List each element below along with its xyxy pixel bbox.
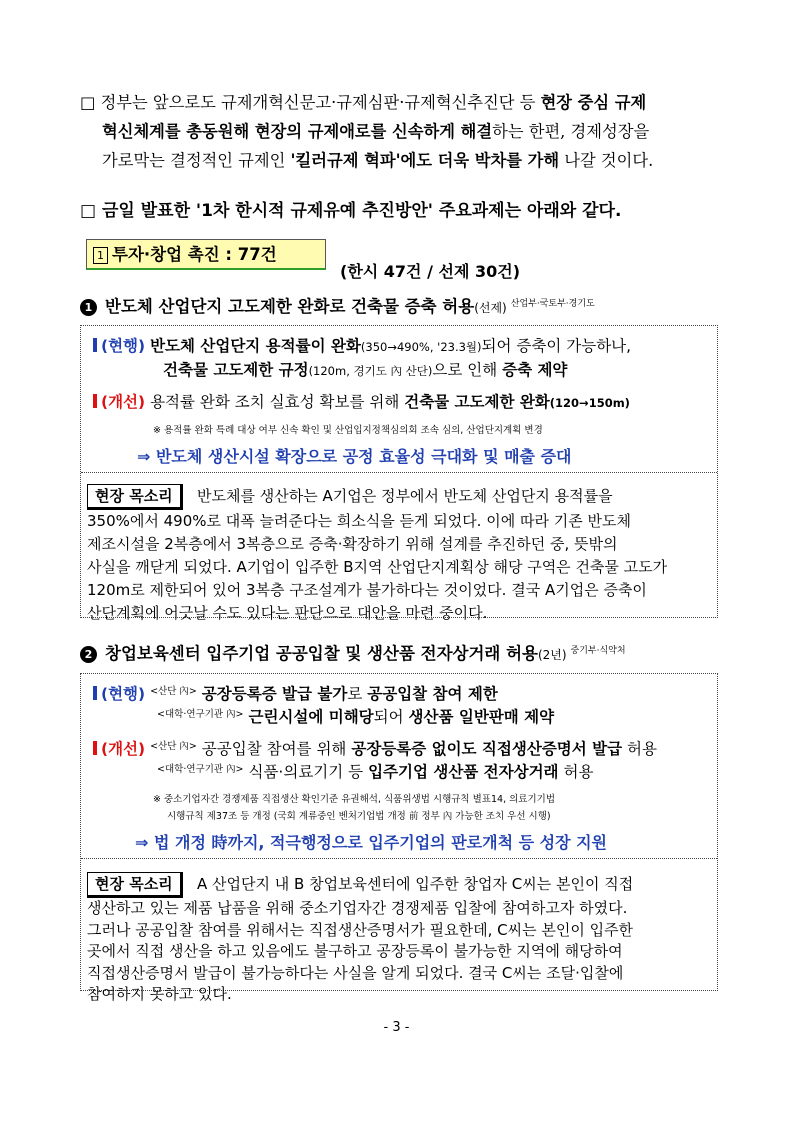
divider — [81, 858, 717, 859]
checkbox-symbol: □ — [80, 93, 96, 112]
item-agencies: 산업부·국토부·경기도 — [510, 299, 595, 309]
field-voice: 현장 목소리 A 산업단지 내 B 창업보육센터에 입주한 창업자 C씨는 본인이 직접 생산하고 있는 제품 납품을 위해 중소기업자간 경쟁제품 입찰에 참여하고자 하였다. 그러나 공공입찰 참여를 위해서는 직접생산증명서가 필요한데, C씨는 본인이 입주한 곳에서 직접 생산을 하고 있음에도 불구하고 공장등록이 불가능한 지역에 해당하여 직접생산증명서 발급이 불가능하다는 사실을 알게 되었다. 결국 C씨는 조달·입찰에 참여하지 못하고 있다. — [87, 872, 713, 1006]
item2-note-2: 시행규칙 제37조 등 개정 (국회 계류중인 벤처기업법 개정 前 정부 內 가능한 조치 우선 시행) — [167, 811, 551, 822]
field-voice: 현장 목소리 반도체를 생산하는 A기업은 정부에서 반도체 산업단지 용적률을 350%에서 490%로 대폭 늘려준다는 희소식을 듣게 되었다. 이에 따라 기존 반도체 제조시설을 2복층에서 3복층으로 증축·확장하기 위해 설계를 추진하던 중, 뜻밖의 사실을 깨닫게 되었다. A기업이 입주한 B지역 산업단지계획상 해당 구역은 건축물 고도가 120m로 제한되어 있어 3복층 구조설계가 불가하다는 것이었다. 결국 A기업은 증축이 산단계획에 어긋날 수도 있다는 판단으로 대안을 마련 중이다. — [87, 484, 713, 625]
summary-line: □ 금일 발표한 '1차 한시적 규제유예 추진방안' 주요과제는 아래와 같다. — [80, 201, 622, 221]
improve-row: (개선) 용적률 완화 조치 실효성 확보를 위해 건축물 고도제한 완화(120→150m) — [93, 390, 630, 412]
item1-note: ※ 용적률 완화 특례 대상 여부 신속 확인 및 산업입지정책심의회 조속 심의, 산업단지계획 변경 — [153, 425, 543, 436]
intro-paragraph — [80, 88, 730, 175]
item1-box — [80, 325, 718, 622]
item-bullet: 1 — [80, 299, 97, 316]
section-number: 1 — [93, 247, 108, 264]
intro-line-2: 혁신체계를 총동원해 현장의 규제애로를 신속하게 해결하는 한편, 경제성장을 — [102, 122, 650, 141]
current-row-2: $^{<대학\cdot 연구기관 內>}$ 근린시설에 미해당되어 생산품 일반판매 제약 — [157, 708, 555, 726]
field-voice-label: 현장 목소리 — [87, 872, 183, 898]
section-count: (한시 47건 / 선제 30건) — [340, 262, 521, 281]
item2-note-1: ※ 중소기업자간 경쟁제품 직접생산 확인기준 유권해석, 식품위생법 시행규칙 별표14, 의료기기법 — [153, 794, 555, 805]
item2-result: ⇒ 법 개정 時까지, 적극행정으로 입주기업의 판로개척 등 성장 지원 — [135, 833, 608, 852]
item1-title: 1 반도체 산업단지 고도제한 완화로 건축물 증축 허용(선제) $^{산업부\cdot 국토부\cdot 경기도}$ — [80, 293, 595, 317]
improve-row-2: $^{<대학\cdot 연구기관 內>}$ 식품·의료기기 등 입주기업 생산품 전자상거래 허용 — [157, 763, 594, 781]
divider — [81, 472, 717, 473]
item1-result: ⇒ 반도체 생산시설 확장으로 공정 효율성 극대화 및 매출 증대 — [137, 447, 572, 466]
improve-row: (개선) $^{<산단 內>}$ 공공입찰 참여를 위해 공장등록증 없이도 직접생산증명서 발급 허용 — [93, 737, 657, 759]
field-voice-label: 현장 목소리 — [87, 484, 183, 510]
intro-line-1: □ 정부는 앞으로도 규제개혁신문고·규제심판·규제혁신추진단 등 현장 중심 규제 — [80, 93, 647, 112]
page-number: - 3 - — [383, 1020, 410, 1035]
item2-title: 2 창업보육센터 입주기업 공공입찰 및 생산품 전자상거래 허용(2년) $^{중기부\cdot 식약처}$ — [80, 640, 626, 664]
intro-line-3: 가로막는 결정적인 규제인 '킬러규제 혁파'에도 더욱 박차를 가해 나갈 것이다. — [102, 151, 654, 170]
current-row-2: 건축물 고도제한 규정(120m, 경기도 內 산단)으로 인해 증축 제약 — [163, 361, 568, 379]
current-row: (현행) $^{<산단 內>}$ 공장등록증 발급 불가로 공공입찰 참여 제한 — [93, 682, 498, 704]
current-row: (현행) 반도체 산업단지 용적률이 완화(350→490%, '23.3월)되어 증축이 가능하나, — [93, 334, 631, 356]
section-label: 1 투자·창업 촉진 : 77건 — [86, 239, 326, 270]
item-agencies: 중기부·식약처 — [570, 646, 626, 656]
item-bullet: 2 — [80, 646, 97, 663]
item2-box — [80, 673, 718, 1003]
